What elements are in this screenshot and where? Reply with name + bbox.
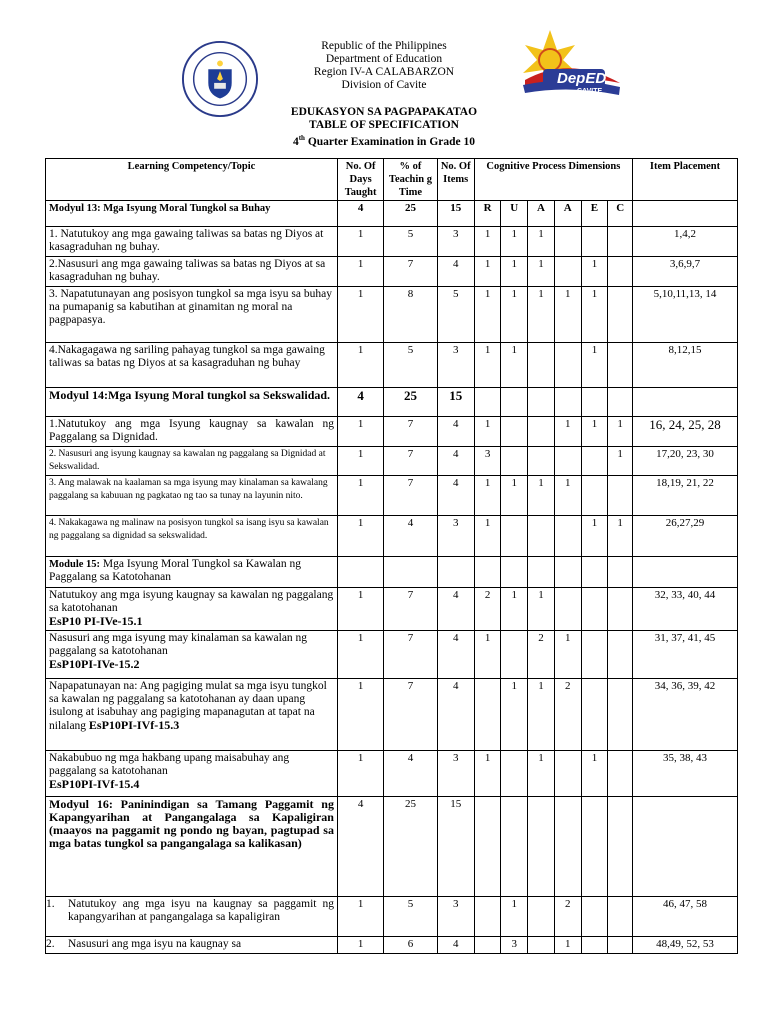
table-row — [46, 227, 738, 257]
dimension-cell: 1 — [474, 227, 501, 257]
competency-text: 4.Nakagagawa ng sariling pahayag tungkol sa mga gawaing taliwas sa batas ng Diyos at sa kasagraduhan ng buhay — [49, 344, 325, 369]
dimension-cell: 2 — [554, 897, 581, 937]
competency-cell — [46, 797, 338, 897]
table-row — [46, 937, 738, 954]
dimension-cell — [608, 557, 633, 588]
competency-cell — [46, 937, 338, 954]
dimension-cell: 2 — [528, 631, 555, 679]
placement-cell: 18,19, 21, 22 — [633, 476, 738, 516]
items-cell: 4 — [437, 937, 474, 954]
list-number: 2. — [46, 938, 55, 950]
items-cell: 4 — [437, 476, 474, 516]
competency-text: 3. Ang malawak na kaalaman sa mga isyung may kinalaman sa kawalang paggalang sa kabuuan ng pagkatao ng tao sa tunay na layunin nito. — [49, 478, 328, 501]
placement-cell — [633, 201, 738, 227]
dimension-cell — [528, 516, 555, 557]
dimension-cell: 1 — [474, 257, 501, 287]
competency-text: Napapatunayan na: Ang pagiging mulat sa mga isyu tungkol sa kawalan ng paggalang sa katotohanan ay daan upang isulong at isabuhay ang pagiging mapanagutan at tapat na nilalang — [49, 680, 327, 732]
items-cell: 5 — [437, 287, 474, 343]
days-cell — [337, 557, 383, 588]
dimension-cell: 1 — [474, 287, 501, 343]
dimension-cell — [528, 388, 555, 417]
days-cell: 4 — [337, 201, 383, 227]
days-cell: 1 — [337, 476, 383, 516]
dimension-cell: 1 — [501, 897, 528, 937]
percent-cell: 5 — [384, 343, 437, 388]
dimension-cell — [501, 797, 528, 897]
dimension-cell — [581, 797, 608, 897]
dimension-cell — [528, 797, 555, 897]
dimension-cell — [528, 557, 555, 588]
days-cell: 1 — [337, 257, 383, 287]
dimension-cell — [554, 516, 581, 557]
module-row — [46, 797, 738, 897]
dimension-cell — [554, 588, 581, 631]
table-row — [46, 516, 738, 557]
dimension-cell — [608, 476, 633, 516]
col-placement: Item Placement — [633, 159, 738, 201]
days-cell: 1 — [337, 588, 383, 631]
competency-cell — [46, 201, 338, 227]
dimension-cell: 1 — [474, 516, 501, 557]
dimension-cell: 1 — [501, 476, 528, 516]
competency-text: 4. Nakakagawa ng malinaw na posisyon tungkol sa isang isyu sa kawalan ng paggalang sa dignidad sa sekswalidad. — [49, 518, 329, 541]
dimension-cell — [581, 937, 608, 954]
dimension-cell — [581, 588, 608, 631]
table-row — [46, 447, 738, 476]
dimension-cell: 1 — [474, 417, 501, 447]
dimension-cell — [554, 388, 581, 417]
dimension-cell: R — [474, 201, 501, 227]
table-row — [46, 417, 738, 447]
header-line: Department of Education — [325, 53, 443, 65]
competency-code: EsP10 PI-IVe-15.1 — [49, 614, 143, 628]
dimension-cell — [581, 557, 608, 588]
items-cell: 15 — [437, 797, 474, 897]
header-line: Division of Cavite — [341, 79, 427, 91]
dimension-cell — [608, 937, 633, 954]
dimension-cell — [581, 631, 608, 679]
dimension-cell: 1 — [581, 751, 608, 797]
dimension-cell — [608, 897, 633, 937]
dimension-cell: 2 — [554, 679, 581, 751]
document-titles — [150, 106, 618, 149]
dimension-cell — [501, 631, 528, 679]
items-cell: 4 — [437, 631, 474, 679]
col-days: No. Of Days Taught — [337, 159, 383, 201]
dimension-cell: 1 — [501, 588, 528, 631]
dimension-cell: 1 — [501, 227, 528, 257]
days-cell: 1 — [337, 227, 383, 257]
dimension-cell: 1 — [554, 476, 581, 516]
competency-text: Modyul 14:Mga Isyung Moral tungkol sa Sekswalidad. — [49, 388, 331, 402]
competency-cell — [46, 476, 338, 516]
dimension-cell — [608, 388, 633, 417]
table-row — [46, 588, 738, 631]
header-line: Republic of the Philippines — [321, 40, 447, 52]
document-header — [0, 0, 768, 155]
dimension-cell — [608, 679, 633, 751]
percent-cell: 25 — [384, 797, 437, 897]
days-cell: 1 — [337, 679, 383, 751]
placement-cell — [633, 557, 738, 588]
competency-cell — [46, 751, 338, 797]
dimension-cell: 1 — [474, 631, 501, 679]
items-cell: 3 — [437, 897, 474, 937]
days-cell: 4 — [337, 797, 383, 897]
module-label: Module 15: — [49, 559, 101, 570]
dimension-cell — [501, 388, 528, 417]
module-row — [46, 201, 738, 227]
col-percent: % of Teachin g Time — [384, 159, 437, 201]
dimension-cell: 1 — [581, 257, 608, 287]
placement-cell: 32, 33, 40, 44 — [633, 588, 738, 631]
dimension-cell: 1 — [501, 679, 528, 751]
competency-cell — [46, 631, 338, 679]
dimension-cell — [581, 679, 608, 751]
dimension-cell: 1 — [581, 516, 608, 557]
dimension-cell — [608, 797, 633, 897]
competency-text: Mga Isyung Moral Tungkol sa Kawalan ng Paggalang sa Katotohanan — [49, 558, 301, 583]
items-cell: 15 — [437, 201, 474, 227]
dimension-cell: 1 — [474, 751, 501, 797]
table-body — [46, 201, 738, 954]
days-cell: 1 — [337, 287, 383, 343]
dimension-cell: 1 — [474, 343, 501, 388]
dimension-cell — [554, 557, 581, 588]
days-cell: 1 — [337, 631, 383, 679]
dimension-cell — [474, 797, 501, 897]
dimension-cell — [528, 417, 555, 447]
dimension-cell: 1 — [528, 287, 555, 343]
dimension-cell — [608, 227, 633, 257]
dimension-cell: 3 — [501, 937, 528, 954]
competency-text: Modyul 16: Paninindigan sa Tamang Paggamit ng Kapangyarihan at Pangangalaga sa Kapaligiran (maayos na paggamit ng pondo ng bayan, pagtupad sa mga batas tungkol sa pangangalaga sa kalikasan) — [49, 797, 334, 850]
dimension-cell: 1 — [528, 227, 555, 257]
competency-text: Natutukoy ang mga isyu na kaugnay sa paggamit ng kapangyarihan at pangangalaga sa kapaligiran — [68, 898, 334, 923]
competency-cell — [46, 417, 338, 447]
placement-cell: 48,49, 52, 53 — [633, 937, 738, 954]
dimension-cell: 1 — [474, 476, 501, 516]
col-competency: Learning Competency/Topic — [46, 159, 338, 201]
table-row — [46, 679, 738, 751]
percent-cell: 7 — [384, 679, 437, 751]
dimension-cell — [474, 679, 501, 751]
days-cell: 1 — [337, 937, 383, 954]
dimension-cell — [501, 516, 528, 557]
dimension-cell — [554, 257, 581, 287]
items-cell: 4 — [437, 257, 474, 287]
placement-cell: 46, 47, 58 — [633, 897, 738, 937]
dimension-cell — [501, 557, 528, 588]
table-row — [46, 476, 738, 516]
doc-title: TABLE OF SPECIFICATION — [309, 119, 459, 131]
placement-cell — [633, 388, 738, 417]
competency-code: EsP10PI-IVf-15.3 — [88, 718, 180, 732]
competency-text: 2.Nasusuri ang mga gawaing taliwas sa batas ng Diyos at sa kasagraduhan ng buhay. — [49, 258, 326, 283]
items-cell: 4 — [437, 679, 474, 751]
specification-table — [45, 158, 738, 954]
dimension-cell — [474, 557, 501, 588]
competency-cell — [46, 287, 338, 343]
competency-cell — [46, 257, 338, 287]
dimension-cell — [554, 447, 581, 476]
competency-code: EsP10PI-IVe-15.2 — [49, 657, 140, 671]
competency-text: Nasusuri ang mga isyu na kaugnay sa — [68, 938, 242, 950]
dimension-cell: 1 — [608, 447, 633, 476]
dimension-cell — [474, 897, 501, 937]
module-row — [46, 388, 738, 417]
header-lines — [250, 40, 518, 92]
percent-cell — [384, 557, 437, 588]
dimension-cell — [608, 588, 633, 631]
competency-cell — [46, 557, 338, 588]
dimension-cell — [528, 447, 555, 476]
dimension-cell: 1 — [554, 287, 581, 343]
dimension-cell: U — [501, 201, 528, 227]
competency-cell — [46, 588, 338, 631]
percent-cell: 7 — [384, 476, 437, 516]
dimension-cell — [501, 751, 528, 797]
days-cell: 4 — [337, 388, 383, 417]
placement-cell: 31, 37, 41, 45 — [633, 631, 738, 679]
competency-text: 3. Napatutunayan ang posisyon tungkol sa mga isyu sa buhay na pumapanig sa kabutihan at ginamitan ng moral na pagpapasya. — [49, 288, 332, 326]
dimension-cell: C — [608, 201, 633, 227]
percent-cell: 25 — [384, 388, 437, 417]
competency-text: 1. Natutukoy ang mga gawaing taliwas sa batas ng Diyos at kasagraduhan ng buhay. — [49, 228, 324, 253]
dimension-cell — [608, 257, 633, 287]
dimension-cell — [554, 343, 581, 388]
dimension-cell — [608, 287, 633, 343]
competency-code: EsP10PI-IVf-15.4 — [49, 777, 140, 791]
list-number: 1. — [46, 898, 55, 910]
items-cell: 3 — [437, 227, 474, 257]
table-row — [46, 343, 738, 388]
competency-cell — [46, 447, 338, 476]
dimension-cell: 1 — [528, 257, 555, 287]
percent-cell: 6 — [384, 937, 437, 954]
days-cell: 1 — [337, 417, 383, 447]
days-cell: 1 — [337, 343, 383, 388]
dimension-cell — [608, 343, 633, 388]
dimension-cell: 1 — [528, 476, 555, 516]
dimension-cell — [528, 897, 555, 937]
table-row — [46, 751, 738, 797]
dimension-cell: 1 — [554, 631, 581, 679]
percent-cell: 7 — [384, 447, 437, 476]
dimension-cell: A — [528, 201, 555, 227]
dimension-cell: 2 — [474, 588, 501, 631]
dimension-cell — [474, 388, 501, 417]
percent-cell: 8 — [384, 287, 437, 343]
dimension-cell — [554, 797, 581, 897]
dimension-cell — [581, 447, 608, 476]
percent-cell: 7 — [384, 257, 437, 287]
competency-cell — [46, 679, 338, 751]
percent-cell: 4 — [384, 751, 437, 797]
placement-cell: 35, 38, 43 — [633, 751, 738, 797]
competency-text: Nakabubuo ng mga hakbang upang maisabuhay ang paggalang sa katotohanan — [49, 752, 290, 777]
days-cell: 1 — [337, 516, 383, 557]
placement-cell: 3,6,9,7 — [633, 257, 738, 287]
dimension-cell — [528, 937, 555, 954]
dimension-cell — [581, 227, 608, 257]
dimension-cell — [581, 476, 608, 516]
dimension-cell — [581, 388, 608, 417]
dimension-cell: 1 — [501, 343, 528, 388]
exam-title: 4th Quarter Examination in Grade 10 — [292, 134, 476, 148]
table-row — [46, 897, 738, 937]
dimension-cell — [554, 227, 581, 257]
col-cognitive: Cognitive Process Dimensions — [474, 159, 632, 201]
dimension-cell: 1 — [581, 343, 608, 388]
module-row — [46, 557, 738, 588]
dimension-cell — [474, 937, 501, 954]
competency-text: 1.Natutukoy ang mga Isyung kaugnay sa kawalan ng Paggalang sa Dignidad. — [49, 418, 334, 443]
dimension-cell — [581, 897, 608, 937]
competency-text: Modyul 13: Mga Isyung Moral Tungkol sa Buhay — [49, 203, 271, 214]
header-line: Region IV-A CALABARZON — [313, 66, 455, 78]
col-items: No. Of Items — [437, 159, 474, 201]
days-cell: 1 — [337, 447, 383, 476]
placement-cell: 1,4,2 — [633, 227, 738, 257]
percent-cell: 7 — [384, 631, 437, 679]
table-header-row — [46, 159, 738, 201]
items-cell: 4 — [437, 588, 474, 631]
placement-cell: 26,27,29 — [633, 516, 738, 557]
placement-cell: 34, 36, 39, 42 — [633, 679, 738, 751]
dimension-cell: 1 — [554, 937, 581, 954]
competency-cell — [46, 388, 338, 417]
table-row — [46, 631, 738, 679]
competency-cell — [46, 343, 338, 388]
placement-cell — [633, 797, 738, 897]
dimension-cell: 1 — [608, 516, 633, 557]
items-cell: 15 — [437, 388, 474, 417]
percent-cell: 4 — [384, 516, 437, 557]
competency-cell — [46, 227, 338, 257]
competency-cell — [46, 897, 338, 937]
dimension-cell — [501, 447, 528, 476]
competency-cell — [46, 516, 338, 557]
dimension-cell — [608, 751, 633, 797]
dimension-cell: 1 — [501, 287, 528, 343]
dimension-cell: 1 — [528, 751, 555, 797]
items-cell: 4 — [437, 417, 474, 447]
dimension-cell: 1 — [554, 417, 581, 447]
percent-cell: 7 — [384, 417, 437, 447]
placement-cell: 8,12,15 — [633, 343, 738, 388]
dimension-cell: 1 — [581, 287, 608, 343]
items-cell: 3 — [437, 343, 474, 388]
table-row — [46, 287, 738, 343]
dimension-cell: 3 — [474, 447, 501, 476]
dimension-cell — [528, 343, 555, 388]
items-cell — [437, 557, 474, 588]
days-cell: 1 — [337, 897, 383, 937]
dimension-cell: 1 — [608, 417, 633, 447]
competency-text: 2. Nasusuri ang isyung kaugnay sa kawalan ng paggalang sa Dignidad at Sekswalidad. — [49, 449, 326, 472]
items-cell: 4 — [437, 447, 474, 476]
items-cell: 3 — [437, 751, 474, 797]
placement-cell: 5,10,11,13, 14 — [633, 287, 738, 343]
dimension-cell — [501, 417, 528, 447]
days-cell: 1 — [337, 751, 383, 797]
dimension-cell — [608, 631, 633, 679]
dimension-cell: 1 — [528, 588, 555, 631]
percent-cell: 5 — [384, 897, 437, 937]
dimension-cell: 1 — [581, 417, 608, 447]
placement-cell: 16, 24, 25, 28 — [633, 417, 738, 447]
dimension-cell — [554, 751, 581, 797]
dimension-cell: 1 — [501, 257, 528, 287]
competency-text: Natutukoy ang mga isyung kaugnay sa kawalan ng paggalang sa katotohanan — [49, 589, 334, 614]
table-row — [46, 257, 738, 287]
logo-wordmark: DepED — [557, 70, 607, 87]
percent-cell: 7 — [384, 588, 437, 631]
percent-cell: 5 — [384, 227, 437, 257]
items-cell: 3 — [437, 516, 474, 557]
logo-subtitle: CAVITE — [577, 88, 603, 95]
subject-title: EDUKASYON SA PAGPAPAKATAO — [290, 106, 478, 118]
dimension-cell: A — [554, 201, 581, 227]
percent-cell: 25 — [384, 201, 437, 227]
dimension-cell: 1 — [528, 679, 555, 751]
placement-cell: 17,20, 23, 30 — [633, 447, 738, 476]
competency-text: Nasusuri ang mga isyung may kinalaman sa kawalan ng paggalang sa katotohanan — [49, 632, 308, 657]
dimension-cell: E — [581, 201, 608, 227]
